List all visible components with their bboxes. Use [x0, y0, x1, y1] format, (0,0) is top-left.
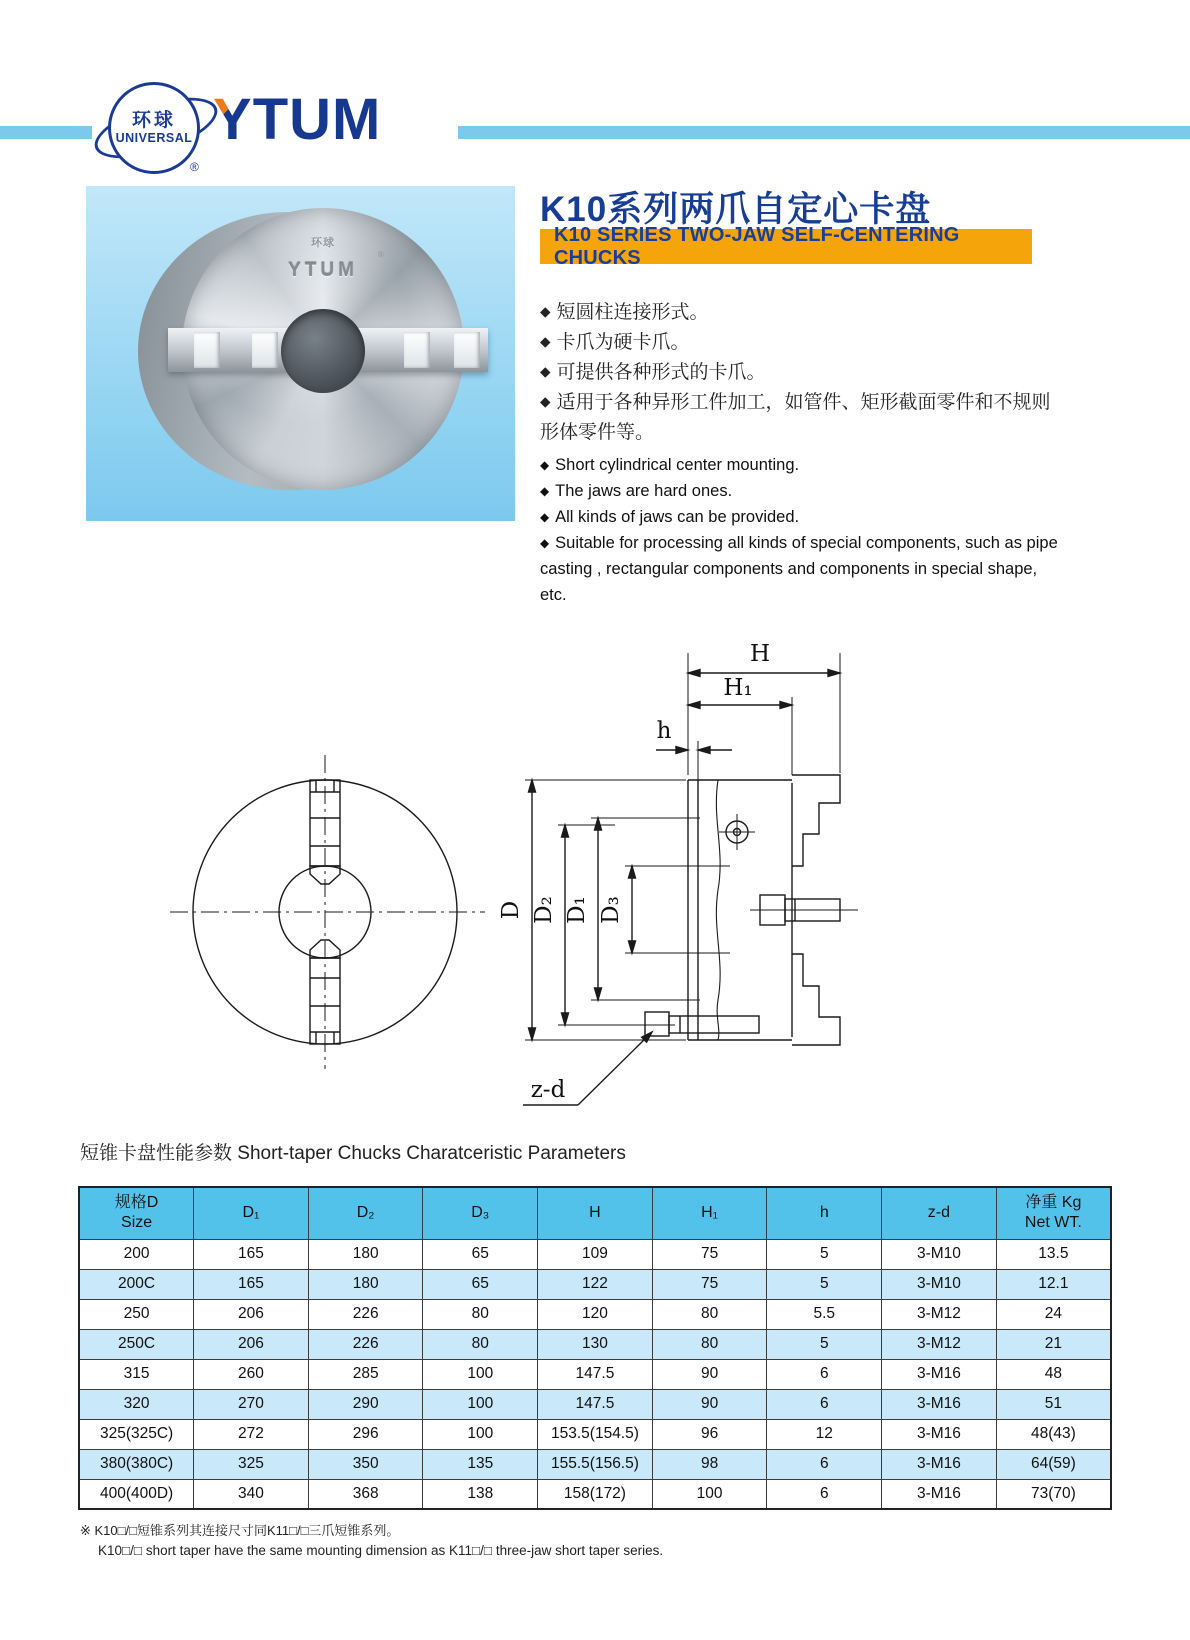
brand-wordmark [213, 86, 381, 153]
feature-item [540, 328, 1060, 358]
table-cell: 296 [308, 1419, 423, 1449]
diamond-bullet-icon: ◆ [540, 364, 551, 380]
zd-stud-shank [669, 1016, 759, 1033]
col-header-h: h [767, 1187, 882, 1239]
table-cell: 3-M12 [882, 1299, 997, 1329]
diamond-bullet-icon: ◆ [540, 334, 551, 350]
table-cell: 147.5 [538, 1389, 653, 1419]
table-body [79, 1239, 1111, 1509]
table-cell: 5 [767, 1329, 882, 1359]
table-cell: 250 [79, 1299, 194, 1329]
table-cell: 3-M16 [882, 1359, 997, 1389]
logo-globe-circle [108, 82, 200, 174]
table-cell: 73(70) [996, 1479, 1111, 1509]
universal-logo [102, 78, 207, 178]
table-cell: 350 [308, 1449, 423, 1479]
table-cell: 285 [308, 1359, 423, 1389]
front-bottom-jaw [310, 958, 340, 1044]
table-cell: 325(325C) [79, 1419, 194, 1449]
table-cell: 180 [308, 1269, 423, 1299]
table-row [79, 1299, 1111, 1329]
feature-text: 短圆柱连接形式。 [556, 302, 709, 323]
table-cell: 3-M16 [882, 1449, 997, 1479]
product-photo [86, 186, 515, 521]
chuck-center-hole [281, 309, 365, 393]
table-cell: 80 [423, 1329, 538, 1359]
table-cell: 64(59) [996, 1449, 1111, 1479]
table-section-title: 短锥卡盘性能参数 Short-taper Chucks Charatceristic Parameters [80, 1143, 626, 1164]
table-cell: 147.5 [538, 1359, 653, 1389]
table-cell: 158(172) [538, 1479, 653, 1509]
table-cell: 180 [308, 1239, 423, 1269]
table-row [79, 1239, 1111, 1269]
table-cell: 12 [767, 1419, 882, 1449]
table-cell: 48 [996, 1359, 1111, 1389]
section-bottom-jaw-steps [792, 954, 840, 1045]
table-cell: 272 [194, 1419, 309, 1449]
table-cell: 226 [308, 1299, 423, 1329]
feature-list-zh [540, 298, 1060, 448]
table-cell: 155.5(156.5) [538, 1449, 653, 1479]
diamond-bullet-icon: ◆ [540, 509, 550, 524]
table-header-row [79, 1187, 1111, 1239]
table-cell: 6 [767, 1479, 882, 1509]
feature-text: 可提供各种形式的卡爪。 [556, 362, 766, 384]
table-cell: 206 [194, 1299, 309, 1329]
footnote-line-en: K10□/□ short taper have the same mounting dimension as K11□/□ three-jaw short taper series. [98, 1543, 664, 1559]
table-cell: 90 [652, 1389, 767, 1419]
dim-label-zd: z-d [530, 1077, 566, 1103]
table-cell: 100 [423, 1359, 538, 1389]
table-row [79, 1389, 1111, 1419]
diamond-bullet-icon: ◆ [540, 457, 550, 472]
table-cell: 320 [79, 1389, 194, 1419]
table-cell: 165 [194, 1269, 309, 1299]
diamond-bullet-icon: ◆ [540, 394, 551, 410]
footnote [80, 1521, 663, 1562]
table-cell: 226 [308, 1329, 423, 1359]
registered-mark: ® [190, 160, 199, 174]
table-cell: 5.5 [767, 1299, 882, 1329]
table-cell: 5 [767, 1239, 882, 1269]
table-cell: 3-M10 [882, 1269, 997, 1299]
table-cell: 5 [767, 1269, 882, 1299]
col-header-H1: H₁ [652, 1187, 767, 1239]
table-cell: 138 [423, 1479, 538, 1509]
table-cell: 3-M16 [882, 1479, 997, 1509]
table-cell: 290 [308, 1389, 423, 1419]
table-cell: 100 [423, 1389, 538, 1419]
col-header-zd: z-d [882, 1187, 997, 1239]
wordmark-y-accent: Y [213, 87, 253, 152]
dim-label-H1: H₁ [723, 675, 753, 701]
diamond-bullet-icon: ◆ [540, 535, 550, 550]
table-row [79, 1359, 1111, 1389]
dim-label-D2: D₂ [531, 896, 557, 924]
table-cell: 3-M10 [882, 1239, 997, 1269]
feature-item [540, 298, 1060, 328]
table-cell: 130 [538, 1329, 653, 1359]
table-cell: 380(380C) [79, 1449, 194, 1479]
dim-label-D: D [498, 900, 524, 920]
feature-text: Suitable for processing all kinds of special components, such as pipe casting , rectangular components and components in special shape, etc. [540, 534, 1058, 605]
table-cell: 120 [538, 1299, 653, 1329]
table-cell: 206 [194, 1329, 309, 1359]
col-header-d1: D₁ [194, 1187, 309, 1239]
jaw-segment [194, 332, 220, 368]
table-cell: 24 [996, 1299, 1111, 1329]
table-cell: 200C [79, 1269, 194, 1299]
table-cell: 13.5 [996, 1239, 1111, 1269]
table-cell: 100 [423, 1419, 538, 1449]
table-cell: 165 [194, 1239, 309, 1269]
chuck-face-brand: YTUM [288, 260, 358, 281]
table-cell: 340 [194, 1479, 309, 1509]
table-cell: 6 [767, 1449, 882, 1479]
table-row [79, 1449, 1111, 1479]
table-cell: 75 [652, 1269, 767, 1299]
table-cell: 90 [652, 1359, 767, 1389]
section-break-line [716, 780, 720, 1040]
table-cell: 325 [194, 1449, 309, 1479]
feature-text: All kinds of jaws can be provided. [555, 508, 800, 527]
table-cell: 3-M16 [882, 1389, 997, 1419]
table-cell: 100 [652, 1479, 767, 1509]
table-cell: 400(400D) [79, 1479, 194, 1509]
feature-text: The jaws are hard ones. [555, 482, 733, 501]
page-title-en: K10 SERIES TWO-JAW SELF-CENTERING CHUCKS [554, 223, 960, 269]
jaw-segment [404, 332, 430, 368]
feature-item [540, 504, 1060, 530]
section-top-jaw-steps [792, 775, 840, 866]
feature-text: 适用于各种异形工件加工，如管件、矩形截面零件和不规则形体零件等。 [540, 392, 1051, 444]
col-header-weight: 净重 Kg Net WT. [996, 1187, 1111, 1239]
table-row [79, 1479, 1111, 1509]
table-cell: 109 [538, 1239, 653, 1269]
col-header-size: 规格D Size [79, 1187, 194, 1239]
table-cell: 65 [423, 1239, 538, 1269]
title-band [540, 223, 1032, 269]
table-cell: 315 [79, 1359, 194, 1389]
table-cell: 12.1 [996, 1269, 1111, 1299]
page-title-zh: K10系列两爪自定心卡盘 [540, 190, 932, 229]
feature-item [540, 478, 1060, 504]
table-cell: 65 [423, 1269, 538, 1299]
chuck-face-registered: ® [378, 250, 384, 259]
jaw-segment [454, 332, 480, 368]
diamond-bullet-icon: ◆ [540, 483, 550, 498]
dim-label-D1: D₁ [564, 896, 590, 924]
table-cell: 51 [996, 1389, 1111, 1419]
feature-item [540, 452, 1060, 478]
table-cell: 3-M12 [882, 1329, 997, 1359]
feature-text: Short cylindrical center mounting. [555, 456, 800, 474]
footnote-line-zh: ※ K10□/□短锥系列其连接尺寸同K11□/□三爪短锥系列。 [80, 1523, 400, 1538]
table-cell: 153.5(154.5) [538, 1419, 653, 1449]
header-rule-right [458, 126, 1190, 139]
table-row [79, 1419, 1111, 1449]
table-cell: 250C [79, 1329, 194, 1359]
logo-text-en: UNIVERSAL [115, 131, 193, 146]
dim-label-H: H [749, 641, 771, 667]
table-cell: 3-M16 [882, 1419, 997, 1449]
zd-stud-head [645, 1012, 669, 1036]
feature-item [540, 358, 1060, 388]
table-cell: 260 [194, 1359, 309, 1389]
table-cell: 270 [194, 1389, 309, 1419]
table-cell: 80 [652, 1329, 767, 1359]
table-cell: 75 [652, 1239, 767, 1269]
wordmark-rest: TUM [252, 87, 382, 152]
table-head [79, 1187, 1111, 1239]
table-cell: 98 [652, 1449, 767, 1479]
table-cell: 80 [652, 1299, 767, 1329]
table-row [79, 1269, 1111, 1299]
table-cell: 6 [767, 1359, 882, 1389]
table-cell: 48(43) [996, 1419, 1111, 1449]
col-header-d3: D₃ [423, 1187, 538, 1239]
chuck-face [182, 208, 464, 490]
table-row [79, 1329, 1111, 1359]
jaw-segment [252, 332, 278, 368]
header-rule-left [0, 126, 92, 139]
table-cell: 135 [423, 1449, 538, 1479]
diamond-bullet-icon: ◆ [540, 304, 551, 320]
technical-drawing [140, 585, 900, 1125]
table-cell: 122 [538, 1269, 653, 1299]
feature-item [540, 388, 1060, 448]
dim-label-h: h [656, 718, 672, 744]
col-header-H: H [538, 1187, 653, 1239]
table-cell: 80 [423, 1299, 538, 1329]
col-header-d2: D₂ [308, 1187, 423, 1239]
table-cell: 368 [308, 1479, 423, 1509]
dim-label-D3: D₃ [598, 896, 624, 924]
table-cell: 200 [79, 1239, 194, 1269]
table-cell: 6 [767, 1389, 882, 1419]
logo-text-zh: 环球 [131, 109, 176, 131]
table-cell: 21 [996, 1329, 1111, 1359]
feature-text: 卡爪为硬卡爪。 [556, 332, 690, 354]
table-cell: 96 [652, 1419, 767, 1449]
parameters-table [78, 1186, 1112, 1510]
chuck-face-logo: 环球 [311, 237, 335, 249]
